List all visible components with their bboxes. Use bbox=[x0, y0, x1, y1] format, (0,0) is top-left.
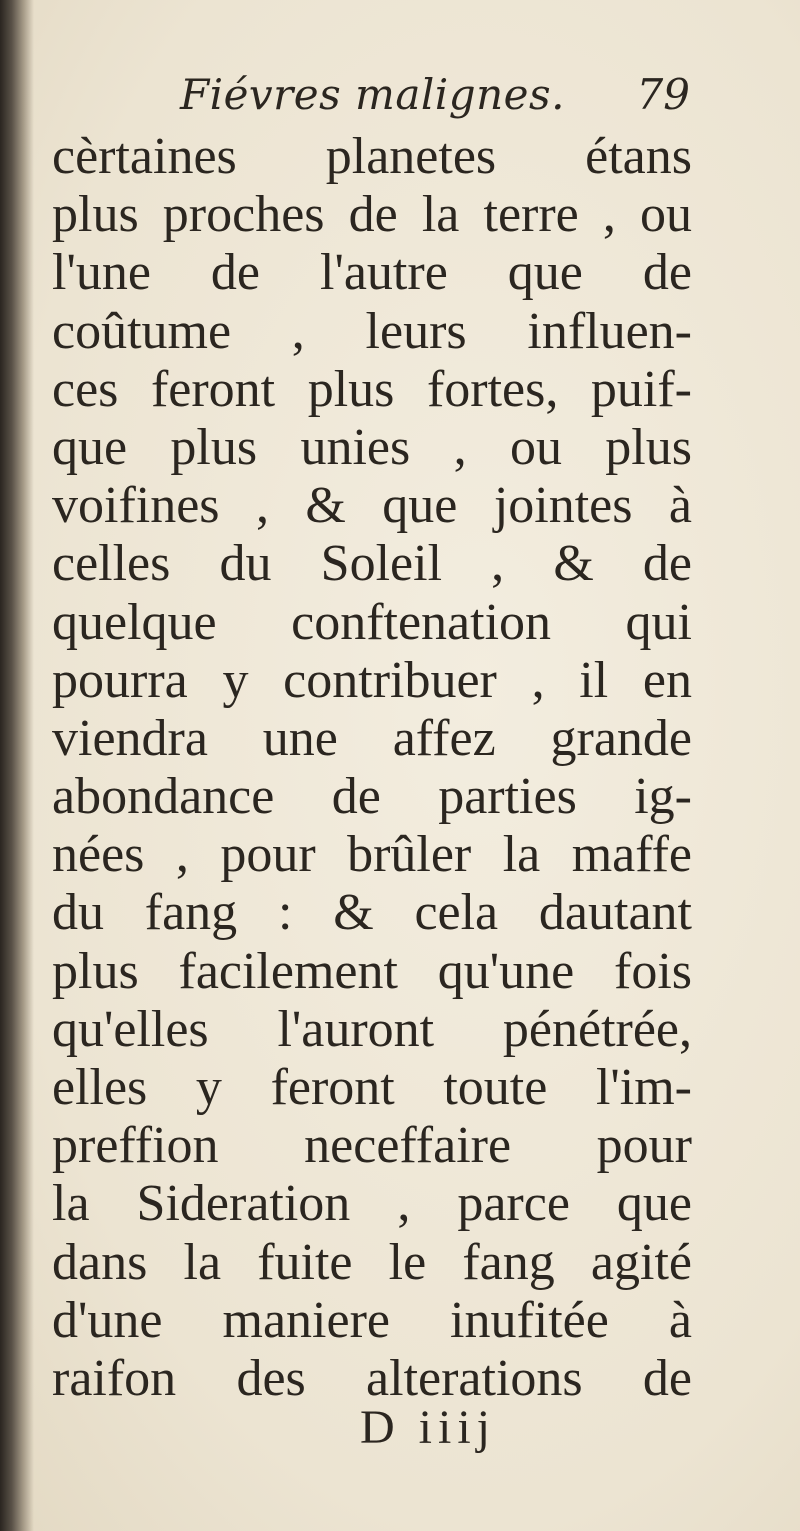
text-line: celles du Soleil , & de bbox=[52, 535, 692, 593]
text-line: plus facilement qu'une fois bbox=[52, 942, 692, 1000]
signature-mark: D iiij bbox=[360, 1401, 497, 1454]
text-line: raifon des alterations de bbox=[52, 1349, 692, 1407]
text-line: viendra une affez grande bbox=[52, 709, 692, 767]
text-line: ces feront plus fortes, puif- bbox=[52, 360, 692, 418]
text-line: pourra y contribuer , il en bbox=[52, 651, 692, 709]
text-line: cèrtaines planetes étans bbox=[52, 128, 692, 185]
binding-shadow bbox=[0, 0, 34, 1531]
text-line: nées , pour brûler la maffe bbox=[52, 826, 692, 884]
page-footer bbox=[360, 1400, 580, 1460]
text-line: voifines , & que jointes à bbox=[52, 477, 692, 535]
text-line: preffion neceffaire pour bbox=[52, 1117, 692, 1175]
text-line: plus proches de la terre , ou bbox=[52, 186, 692, 244]
text-line: que plus unies , ou plus bbox=[52, 418, 692, 476]
text-line: l'une de l'autre que de bbox=[52, 244, 692, 302]
text-line: quelque conftenation qui bbox=[52, 593, 692, 651]
text-line: qu'elles l'auront pénétrée, bbox=[52, 1000, 692, 1058]
running-title: Fiévres malignes. bbox=[180, 70, 565, 119]
page-number: 79 bbox=[636, 70, 690, 119]
text-line: du fang : & cela dautant bbox=[52, 884, 692, 942]
body-text bbox=[52, 128, 692, 1408]
text-line: d'une maniere inufitée à bbox=[52, 1291, 692, 1349]
text-line: abondance de parties ig- bbox=[52, 768, 692, 826]
page-header bbox=[180, 70, 690, 130]
text-line: elles y feront toute l'im- bbox=[52, 1059, 692, 1116]
text-line: dans la fuite le fang agité bbox=[52, 1233, 692, 1291]
text-line: la Sideration , parce que bbox=[52, 1175, 692, 1233]
text-line: coûtume , leurs influen- bbox=[52, 302, 692, 360]
